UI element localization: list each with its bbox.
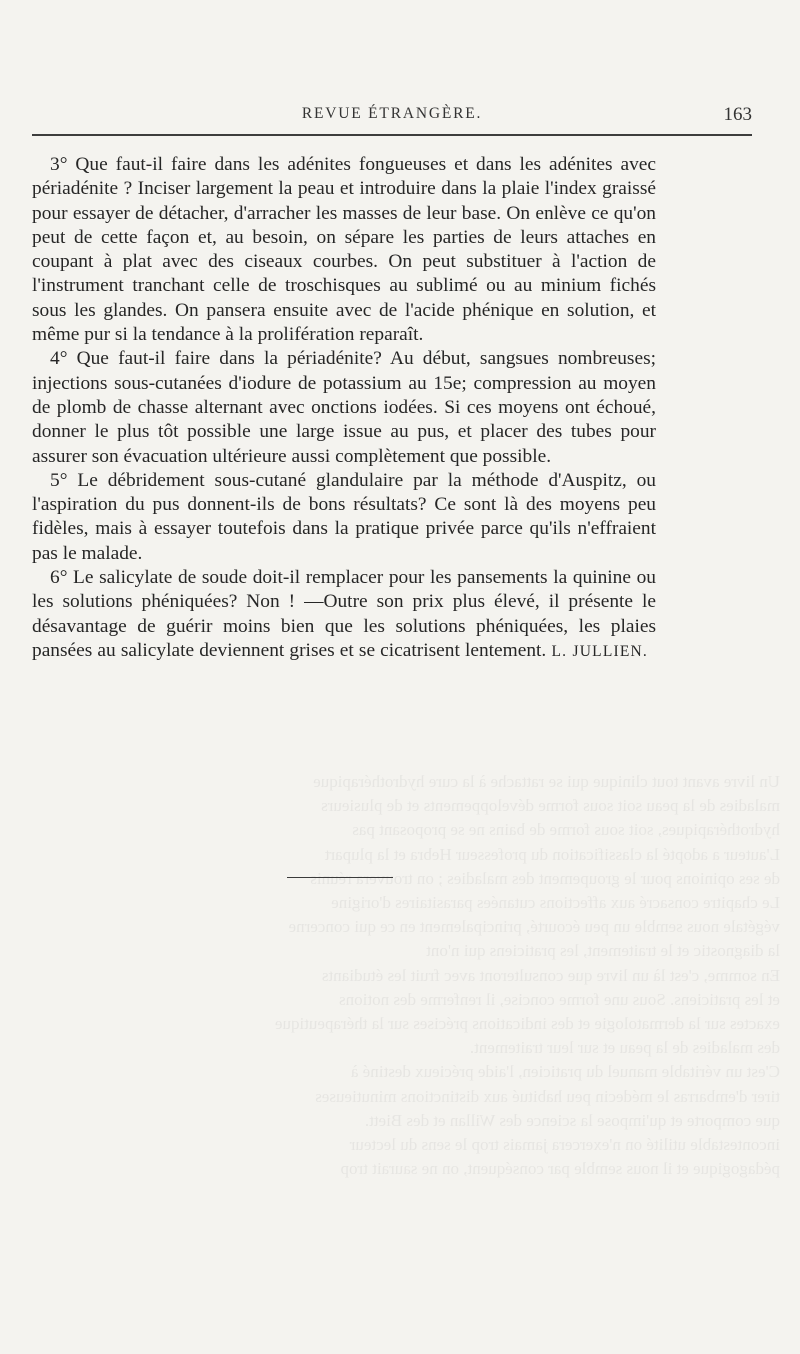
paragraph-3: 3° Que faut-il faire dans les adénites fongueuses et dans les adénites avec périadénite ? Inciser largement la peau et introduire dans la plaie l'index graissé pour essayer de détacher, d'arracher les masses de leur base. On enlève ce qu'on peut de cette façon et, au besoin, on sépare les parties de leurs attaches en coupant à plat avec des ciseaux courbes. On peut substituer à l'action de l'instrument tranchant celle de troschisques au sublimé ou au minium fichés sous les glandes. On pansera ensuite avec de l'acide phénique en solution, et même pur si la tendance à la prolifération reparaît. [32, 154, 656, 346]
header-rule [32, 134, 752, 136]
page-number: 163 [723, 104, 752, 125]
author-signature: L. JULLIEN. [551, 642, 648, 660]
show-through-text: Un livre avant tout clinique qui se rattache à la cure hydrothérapique maladies de la peau soit sous forme développements et de plusieurs hydrothérapiques, soit sous forme de bains ne se proposant pas L'auteur a adopté la classification du professeur Hebra et la plupart de ses opinions pour le groupement des maladies ; on trouvera réunis Le chapitre consacré aux affections cutanées parasitaires d'origine végétale nous semble un peu écourté, principalement en ce qui concerne la diagnostic et le traitement, les praticiens qui n'ont En somme, c'est là un livre que consulteront avec fruit les étudiants et les praticiens. Sous une forme concise, il renferme des notions exactes sur la dermatologie et des indications précises sur la thérapeutique des maladies de la peau et sur leur traitement. C'est un véritable manuel du praticien, l'aide précieux destiné à tirer d'embarras le médecin peu habitué aux distinctions minutieuses que comporte et qu'impose la science des Willan et des Biett. incontestable utilité on n'exercera jamais trop le sens du lecteur pédagogique et il nous semble par conséquent, on ne saurait trop [274, 772, 780, 1179]
article-body [32, 153, 656, 664]
page-header [32, 105, 752, 131]
paragraph-5: 5° Le débridement sous-cutané glandulaire par la méthode d'Auspitz, ou l'aspiration du pus donnent-ils de bons résultats? Ce sont là des moyens peu fidèles, mais à essayer toutefois dans la pratique privée parce qu'ils n'effraient pas le malade. [32, 469, 656, 564]
end-rule [287, 877, 393, 878]
paragraph-6 [32, 566, 656, 664]
paragraph-6-text: 6° Le salicylate de soude doit-il remplacer pour les pansements la quinine ou les solutions phéniquées? Non ! —Outre son prix plus élevé, il présente le désavantage de guérir moins bien que les solutions phéniquées, les plaies pansées au salicylate deviennent grises et se cicatrisent lentement. [32, 567, 656, 661]
running-title: REVUE ÉTRANGÈRE. [301, 105, 483, 122]
paragraph-4: 4° Que faut-il faire dans la périadénite? Au début, sangsues nombreuses; injections sous-cutanées d'iodure de potassium au 15e; compression au moyen de plomb de chasse alternant avec onctions iodées. Si ces moyens ont échoué, donner le plus tôt possible une large issue au pus, et placer des tubes pour assurer son évacuation ultérieure aussi complètement que possible. [32, 348, 656, 467]
